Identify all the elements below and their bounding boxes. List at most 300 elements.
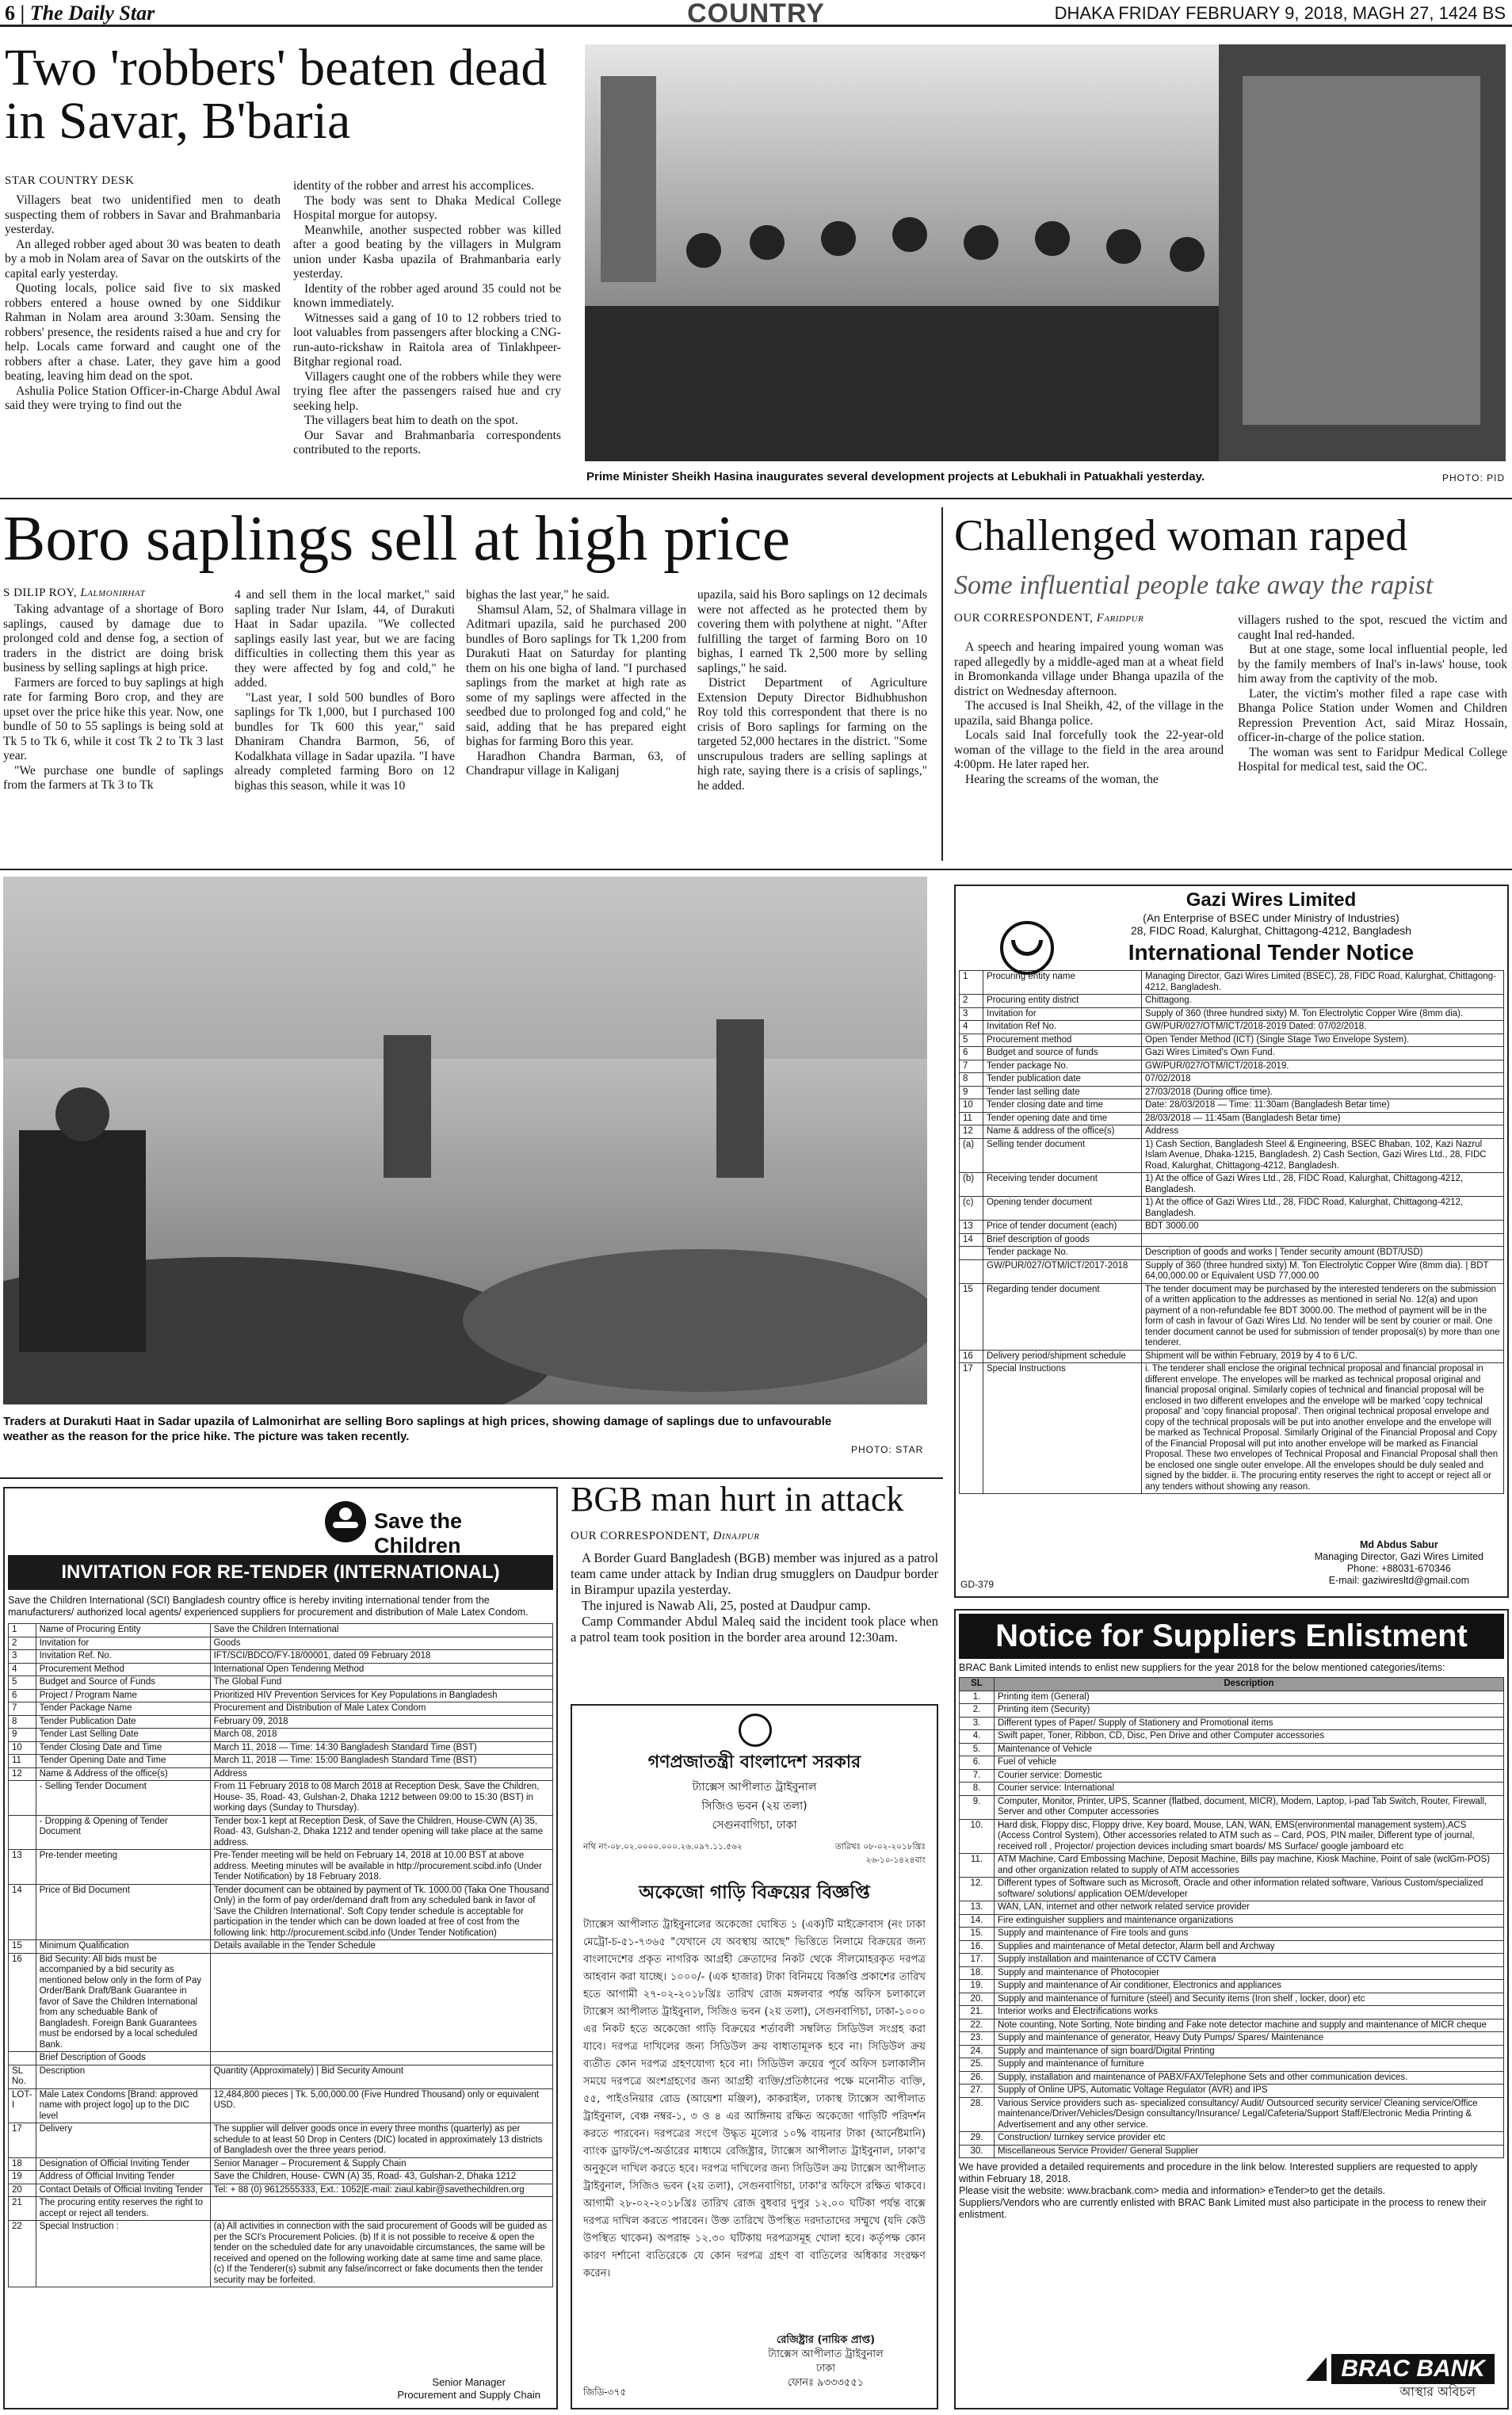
gazi-code: GD-379 bbox=[960, 1579, 995, 1590]
table-cell: Managing Director, Gazi Wires Limited (BSEC), 28, FIDC Road, Kalurghat, Chittagong-4212, Bangladesh. bbox=[1142, 971, 1504, 995]
story1-col2: identity of the robber and arrest his accomplices. The body was sent to Dhaka Medical College Hospital morgue for autopsy. Meanwhile, another suspected robber was killed after a good beating by the villagers in Mulgram union under Kasba upazila of Brahmanbaria early yesterday. Identity of the robber aged around 35 could not be known immediately. Witnesses said a gang of 10 to 12 robbers tried to loot valuables from passengers after blocking a CNG-run-auto-rickshaw in Raitola area of Tinlakhpeer-Bitghar regional road. Villagers caught one of the robbers while they were trying flee after the passengers raised hue and cry seeking help. The villagers beat him to death on the spot. Our Savar and Brahmanbaria correspondents contributed to the reports. bbox=[293, 179, 561, 457]
stc-tender-table bbox=[8, 1623, 553, 2287]
story4-byline: OUR CORRESPONDENT, Dinajpur bbox=[571, 1530, 760, 1542]
table-cell: 20 bbox=[9, 2184, 36, 2197]
table-row bbox=[960, 1221, 1504, 1234]
item-number: 23. bbox=[960, 2032, 995, 2046]
list-item bbox=[960, 1993, 1504, 2006]
item-description: Fuel of vehicle bbox=[995, 1756, 1504, 1770]
stc-intro: Save the Children International (SCI) Bangladesh country office is hereby inviting international tender from the manufacturers/ authorized local agents/ experienced suppliers for procurement and distribution of Male Latex Condom. bbox=[8, 1595, 529, 1618]
table-cell: 1 bbox=[9, 1624, 36, 1637]
table-row bbox=[9, 1676, 553, 1690]
table-cell: 6 bbox=[9, 1689, 36, 1702]
table-cell: Invitation Ref. No. bbox=[36, 1650, 210, 1664]
table-row bbox=[960, 971, 1504, 995]
table-cell: 16 bbox=[9, 1953, 36, 2052]
table-cell: 7 bbox=[960, 1060, 983, 1073]
table-cell: 4 bbox=[9, 1663, 36, 1676]
photo-top-credit: PHOTO: PID bbox=[1442, 472, 1506, 483]
table-cell: 3 bbox=[9, 1650, 36, 1664]
item-number: 13. bbox=[960, 1901, 995, 1915]
table-cell bbox=[960, 1247, 983, 1260]
list-item bbox=[960, 2132, 1504, 2146]
table-cell: GW/PUR/027/OTM/ICT/2018-2019. bbox=[1142, 1060, 1504, 1073]
table-row bbox=[960, 995, 1504, 1008]
list-item bbox=[960, 1940, 1504, 1954]
item-description: Courier service: International bbox=[995, 1783, 1504, 1796]
item-number: 18. bbox=[960, 1966, 995, 1980]
table-cell: 2 bbox=[9, 1637, 36, 1650]
table-cell: 6 bbox=[960, 1047, 983, 1060]
list-item bbox=[960, 1854, 1504, 1878]
item-description: Printing item (Security) bbox=[995, 1704, 1504, 1718]
item-number: 21. bbox=[960, 2006, 995, 2020]
table-cell: 9 bbox=[9, 1729, 36, 1742]
table-cell: i. The tenderer shall enclose the original technical proposal and financial proposal in different envelope. The envelopes will be marked as technical proposal original and financial proposal original. Similarly copies of technical and financial proposal will be enclosed in two different envelopes and the envelope will be marked 'copy technical proposal' and 'copy financial proposal'. Then original technical proposal envelope and copy of the technical proposals will be put into another envelope and the envelope will be marked as Technical Proposal. Similarly Original of the Financial Proposal and Copy of the Financial Proposal will put into another envelope will be marked as Financial Proposal. These two envelopes of Technical Proposal and Financial Proposal shall then be enclosed one single outer envelope. All the envelopes should be duly sealed and signed by the bidder. ii. The procuring entity reserves the right to accept or reject all or any tenders without showing any reason. bbox=[1142, 1363, 1504, 1494]
item-description: Courier service: Domestic bbox=[995, 1769, 1504, 1783]
photo-saplings-market bbox=[3, 877, 927, 1404]
table-row bbox=[960, 1047, 1504, 1060]
table-cell: 12 bbox=[960, 1125, 983, 1139]
table-cell: Description of goods and works | Tender security amount (BDT/USD) bbox=[1142, 1247, 1504, 1260]
table-row bbox=[9, 1940, 553, 1954]
table-cell bbox=[210, 1953, 552, 2052]
table-cell bbox=[960, 1259, 983, 1283]
table-row bbox=[9, 2157, 553, 2171]
stc-tender-ad bbox=[3, 1487, 558, 2409]
table-cell: Pre-Tender meeting will be held on February 14, 2018 at 10.00 BST at above address. Meeting minutes will be available in http://procurement.scibd.info (Under Tender Notification) by 18 February 2018. bbox=[210, 1850, 552, 1885]
table-cell: 1) At the office of Gazi Wires Ltd., 28, FIDC Road, Kalurghat, Chittagong-4212, Bangladesh. bbox=[1142, 1173, 1504, 1197]
table-cell: March 11, 2018 — Time: 14:30 Bangladesh Standard Time (BST) bbox=[210, 1741, 552, 1755]
table-cell: 16 bbox=[960, 1350, 983, 1363]
story2-headline: Boro saplings sell at high price bbox=[3, 504, 791, 574]
item-description: Supply and maintenance of furniture bbox=[995, 2058, 1504, 2072]
table-cell: (a) All activities in connection with the said procurement of Goods will be guided as per the SCI's Procurement Policies. (b) If it is not possible to receive & open the tender on the scheduled date for any unavoidable circumstances, the same will be received and opened on the following working date at same time and same place. (c) If the Tenderer(s) submit any false/incorrect or fake documents then the tender security may be forfeited. bbox=[210, 2221, 552, 2287]
story1-col1: Villagers beat two unidentified men to death suspecting them of robbers in Savar and Brahmanbaria yesterday. An alleged robber aged about 30 was beaten to death by a mob in Nolam area of Savar on the outskirts of the capital early yesterday. Quoting locals, police said five to six masked robbers entered a house owned by one Siddikur Rahman in Nolam area around 3:30am. Sensing the robbers' presence, the residents raised a hue and cry for help. Locals came forward and caught one of the robbers after a chase. Later, they gave him a good beating, leaving him dead on the spot. Ashulia Police Station Officer-in-Charge Abdul Awal said they were trying to find out the bbox=[5, 193, 281, 412]
table-row bbox=[960, 1247, 1504, 1260]
table-cell: Designation of Official Inviting Tender bbox=[36, 2157, 210, 2171]
brac-logo: BRAC BANK bbox=[1306, 2354, 1495, 2384]
govt-line-2: সিজিও ভবন (২য় তলা) bbox=[701, 1800, 808, 1813]
table-row bbox=[9, 2197, 553, 2221]
saplings-market-photo-image bbox=[3, 877, 927, 1404]
gazi-tender-ad bbox=[954, 885, 1509, 1598]
table-cell: 10 bbox=[960, 1099, 983, 1113]
govt-code: জিডি-৩৭৫ bbox=[583, 2386, 627, 2398]
table-cell: Budget and Source of Funds bbox=[36, 1676, 210, 1690]
gazi-company: Gazi Wires Limited bbox=[1186, 889, 1357, 911]
brac-footer: We have provided a detailed requirements and procedure in the link below. Interested suppliers are requested to apply within February 18, 2018. Please visit the website: www.bracbank.com> media and information> eTender>to get the details. Suppliers/Vendors who are currently enlisted with BRAC Bank Limited must also participate in the process to renew their enlistment. bbox=[959, 2161, 1487, 2220]
table-cell: Male Latex Condoms [Brand: approved name with project logo] up to the DIC level bbox=[36, 2088, 210, 2123]
story4-body: A Border Guard Bangladesh (BGB) member was injured as a patrol team came under attack by Indian drug smugglers on Daudpur border in Birampur upazila yesterday. The injured is Nawab Ali, 25, posted at Daudpur camp. Camp Commander Abdul Maleq said the incident took place when a patrol team took position in the border area around 12:30am. bbox=[571, 1550, 938, 1645]
table-row bbox=[960, 1099, 1504, 1113]
item-description: Supplies and maintenance of Metal detector, Alarm bell and Archway bbox=[995, 1940, 1504, 1954]
item-number: 24. bbox=[960, 2045, 995, 2058]
table-cell: Budget and source of funds bbox=[983, 1047, 1142, 1060]
table-row bbox=[9, 1884, 553, 1940]
table-cell: Contact Details of Official Inviting Tender bbox=[36, 2184, 210, 2197]
table-cell: 13 bbox=[960, 1221, 983, 1234]
table-cell: GW/PUR/027/OTM/ICT/2018-2019 Dated: 07/02/2018. bbox=[1142, 1021, 1504, 1034]
table-row bbox=[9, 2171, 553, 2184]
table-row bbox=[960, 1283, 1504, 1350]
paper-name: The Daily Star bbox=[29, 2, 155, 25]
table-cell: Procurement Method bbox=[36, 1663, 210, 1676]
table-cell: Tender Publication Date bbox=[36, 1715, 210, 1729]
gazi-subtitle-1: (An Enterprise of BSEC under Ministry of Industries) bbox=[1143, 911, 1399, 924]
table-row bbox=[9, 1715, 553, 1729]
table-cell: 19 bbox=[9, 2171, 36, 2184]
table-cell: 1 bbox=[960, 971, 983, 995]
table-cell: Shipment will be within February, 2019 by 4 to 6 L/C. bbox=[1142, 1350, 1504, 1363]
table-cell: International Open Tendering Method bbox=[210, 1663, 552, 1676]
table-cell: 15 bbox=[9, 1940, 36, 1954]
table-cell: 11 bbox=[9, 1755, 36, 1768]
list-item bbox=[960, 1980, 1504, 1993]
item-description: Miscellaneous Service Provider/ General Supplier bbox=[995, 2145, 1504, 2158]
table-row bbox=[960, 1173, 1504, 1197]
table-cell: (b) bbox=[960, 1173, 983, 1197]
list-item bbox=[960, 1928, 1504, 1941]
table-row bbox=[9, 1637, 553, 1650]
table-row bbox=[9, 2088, 553, 2123]
item-description: Maintenance of Vehicle bbox=[995, 1743, 1504, 1756]
table-row bbox=[960, 1060, 1504, 1073]
table-row bbox=[9, 1781, 553, 1816]
table-cell: Senior Manager – Procurement & Supply Chain bbox=[210, 2157, 552, 2171]
table-cell: Procurement method bbox=[983, 1034, 1142, 1047]
table-cell: Details available in the Tender Schedule bbox=[210, 1940, 552, 1954]
govt-line-3: সেগুনবাগিচা, ঢাকা bbox=[712, 1819, 797, 1832]
table-cell: Price of tender document (each) bbox=[983, 1221, 1142, 1234]
story2-col3: bighas the last year," he said. Shamsul Alam, 52, of Shalmara village in Aditmari upazila, said he purchased 200 bundles of Boro saplings for Tk 1,200 from Durakuti Haat on Saturday for planting them on his one bigha of land. "I purchased saplings from the market at high rate as some of my saplings were affected in the seedbed due to prolonged fog and cold," he said, adding that he has prepared eight bighas for farming Boro this year. Haradhon Chandra Barman, 63, of Chandrapur village in Kaliganj bbox=[466, 588, 686, 778]
story3-col1: A speech and hearing impaired young woman was raped allegedly by a middle-aged man at a wheat field in Bromonkanda village under Bhanga upazila of the district on Wednesday afternoon. The accused is Inal Sheikh, 42, of the village in the upazila, said Bhanga police. Locals said Inal forcefully took the 22-year-old woman of the village to the field in the area around 4:00pm. He later raped her. Hearing the screams of the woman, the bbox=[954, 640, 1224, 786]
item-description: Swift paper, Toner, Ribbon, CD, Disc, Pen Drive and other Computer accessories bbox=[995, 1730, 1504, 1744]
table-cell: SL No. bbox=[9, 2065, 36, 2088]
item-number: 12. bbox=[960, 1878, 995, 1901]
table-cell: February 09, 2018 bbox=[210, 1715, 552, 1729]
stc-logo-icon bbox=[325, 1501, 366, 1542]
item-number: 30. bbox=[960, 2145, 995, 2158]
table-cell: Tender Last Selling Date bbox=[36, 1729, 210, 1742]
table-cell: IFT/SCI/BDCO/FY-18/00001, dated 09 February 2018 bbox=[210, 1650, 552, 1664]
table-row bbox=[960, 1112, 1504, 1125]
item-description: Supply, installation and maintenance of PABX/FAX/Telephone Sets and other communication devices. bbox=[995, 2071, 1504, 2084]
photo-top-caption: Prime Minister Sheikh Hasina inaugurates several development projects at Lebukhali in Patuakhali yesterday. bbox=[586, 470, 1205, 483]
brac-title: Notice for Suppliers Enlistment bbox=[959, 1614, 1504, 1659]
item-number: 14. bbox=[960, 1914, 995, 1928]
gazi-signature: Md Abdus Sabur Managing Director, Gazi Wires Limited Phone: +88031-670346 E-mail: gaziwiresltd@gmail.com bbox=[1314, 1539, 1483, 1586]
item-description: Different types of Paper/ Supply of Stationery and Promotional items bbox=[995, 1717, 1504, 1730]
list-item bbox=[960, 2032, 1504, 2046]
item-number: 4. bbox=[960, 1730, 995, 1744]
table-cell: 21 bbox=[9, 2197, 36, 2221]
table-cell: Chittagong. bbox=[1142, 995, 1504, 1008]
list-item bbox=[960, 1783, 1504, 1796]
table-row bbox=[9, 1741, 553, 1755]
table-row bbox=[9, 1953, 553, 2052]
table-cell: Tender last selling date bbox=[983, 1086, 1142, 1099]
table-cell: Address bbox=[210, 1767, 552, 1781]
list-item bbox=[960, 1878, 1504, 1901]
table-cell: Delivery bbox=[36, 2123, 210, 2158]
list-item bbox=[960, 2084, 1504, 2098]
list-item bbox=[960, 2058, 1504, 2072]
table-row bbox=[9, 1815, 553, 1850]
story3-subhead: Some influential people take away the rapist bbox=[954, 571, 1434, 600]
item-description: Construction/ turnkey service provider etc bbox=[995, 2132, 1504, 2146]
item-number: 26. bbox=[960, 2071, 995, 2084]
item-number: 2. bbox=[960, 1704, 995, 1718]
list-item bbox=[960, 1691, 1504, 1704]
table-cell: - Selling Tender Document bbox=[36, 1781, 210, 1816]
table-cell: 14 bbox=[9, 1884, 36, 1940]
list-item bbox=[960, 2019, 1504, 2032]
table-cell: Description bbox=[36, 2065, 210, 2088]
list-item bbox=[960, 1730, 1504, 1744]
item-number: 29. bbox=[960, 2132, 995, 2146]
item-description: Supply and maintenance of Photocopier bbox=[995, 1966, 1504, 1980]
divider bbox=[0, 1477, 943, 1479]
story1-byline: STAR COUNTRY DESK bbox=[5, 174, 135, 187]
story2-col1: Taking advantage of a shortage of Boro saplings, caused by damage due to prolonged cold and dense fog, a section of traders in the district are doing brisk business by selling saplings at high price. Farmers are forced to buy saplings at high rate for farming Boro crop, and they are upset over the price hike this year. Now, one bundle of 50 to 55 saplings is being sold at Tk 5 to Tk 6, while it cost Tk 2 to Tk 3 last year. "We purchase one bundle of saplings from the farmers at Tk 3 to Tk bbox=[3, 602, 223, 792]
table-cell: 7 bbox=[9, 1702, 36, 1716]
table-cell: Tender closing date and time bbox=[983, 1099, 1142, 1113]
table-cell: 14 bbox=[960, 1233, 983, 1247]
item-number: 11. bbox=[960, 1854, 995, 1878]
table-cell bbox=[1142, 1233, 1504, 1247]
item-description: Supply and maintenance of sign board/Digital Printing bbox=[995, 2045, 1504, 2058]
item-description: Supply and maintenance of Fire tools and guns bbox=[995, 1928, 1504, 1941]
table-cell: Supply of 360 (three hundred sixty) M. Ton Electrolytic Copper Wire (8mm dia). bbox=[1142, 1007, 1504, 1021]
gazi-subtitle-2: 28, FIDC Road, Kalurghat, Chittagong-4212, Bangladesh bbox=[1130, 924, 1412, 937]
table-cell: Name & Address of the office(s) bbox=[36, 1767, 210, 1781]
list-item bbox=[960, 1704, 1504, 1718]
list-item bbox=[960, 2045, 1504, 2058]
table-cell: 9 bbox=[960, 1086, 983, 1099]
table-cell: Special Instructions bbox=[983, 1363, 1142, 1494]
govt-signature: রেজিষ্ট্রার (নায়িক প্রাপ্ত) ট্যাক্সেস আপীলাত ট্রাইবুনাল ঢাকা ফোনঃ ৯৩৩৩৫৫১ bbox=[768, 2334, 884, 2389]
table-cell: From 11 February 2018 to 08 March 2018 at Reception Desk, Save the Children, House- 35, Road- 43, Gulshan-2, Dhaka 1212 between 09:00 to 15:30 (BST) in working days (Sunday to Thursday). bbox=[210, 1781, 552, 1816]
list-item bbox=[960, 2071, 1504, 2084]
stc-title: INVITATION FOR RE-TENDER (INTERNATIONAL) bbox=[8, 1555, 553, 1590]
table-cell: Open Tender Method (ICT) (Single Stage Two Envelope System). bbox=[1142, 1034, 1504, 1047]
table-cell: 2 bbox=[960, 995, 983, 1008]
item-description: Supply and maintenance of Air conditioner, Electronics and appliances bbox=[995, 1980, 1504, 1993]
list-item bbox=[960, 2145, 1504, 2158]
item-number: 17. bbox=[960, 1954, 995, 1967]
table-cell: 3 bbox=[960, 1007, 983, 1021]
table-cell bbox=[210, 2197, 552, 2221]
table-cell: Name & address of the office(s) bbox=[983, 1125, 1142, 1139]
item-number: 5. bbox=[960, 1743, 995, 1756]
table-cell: (a) bbox=[960, 1138, 983, 1173]
story4-headline: BGB man hurt in attack bbox=[571, 1480, 904, 1519]
table-row bbox=[9, 2052, 553, 2065]
govt-ref: নথি নং-০৮.০২.০০০০.০০০.২৬.০৯৭.১১.৫৬২ তারিখঃ ০৮-০২-২০১৮খ্রিঃ ২৬-১০-১৪২৪বাং bbox=[583, 1842, 926, 1865]
table-cell: Project / Program Name bbox=[36, 1689, 210, 1702]
table-cell: 17 bbox=[960, 1363, 983, 1494]
table-cell: Brief Description of Goods bbox=[36, 2052, 210, 2065]
item-description: ATM Machine, Card Embossing Machine, Deposit Machine, Bills pay machine, Kiosk Machine, Point of sale (wclGm-POS) and other organization related to supply of ATM accessories bbox=[995, 1854, 1504, 1878]
list-item bbox=[960, 1819, 1504, 1854]
table-cell: 12,484,800 pieces | Tk. 5,00,000.00 (Five Hundred Thousand) only or equivalent USD. bbox=[210, 2088, 552, 2123]
table-cell: Date: 28/03/2018 — Time: 11:30am (Bangladesh Betar time) bbox=[1142, 1099, 1504, 1113]
table-cell: 10 bbox=[9, 1741, 36, 1755]
govt-emblem-icon bbox=[739, 1714, 772, 1747]
photo-mid-caption: Traders at Durakuti Haat in Sadar upazila of Lalmonirhat are selling Boro saplings at high prices, showing damage of saplings due to unfavourable weather as the reason for the price hike. The picture was taken recently. bbox=[3, 1415, 832, 1443]
table-cell: Regarding tender document bbox=[983, 1283, 1142, 1350]
table-cell: Invitation for bbox=[36, 1637, 210, 1650]
item-description: Supply of Online UPS, Automatic Voltage Regulator (AVR) and IPS bbox=[995, 2084, 1504, 2098]
table-cell: Pre-tender meeting bbox=[36, 1850, 210, 1885]
table-cell: Address of Official Inviting Tender bbox=[36, 2171, 210, 2184]
table-row bbox=[9, 1729, 553, 1742]
table-cell: Bid Security: All bids must be accompanied by a bid security as mentioned below only in the form of Pay Order/Bank Draft/Bank Guarantee in favor of Save the Children International from any scheduable Bank of Bangladesh. Foreign Bank Guarantees must be endorsed by a local scheduled Bank. bbox=[36, 1953, 210, 2052]
table-cell: 1) Cash Section, Bangladesh Steel & Engineering, BSEC Bhaban, 102, Kazi Nazrul Islam Avenue, Dhaka-1215, Bangladesh. 2) Cash Section, Gazi Wires Ltd., 28, FIDC Road, Kalurghat, Chittagong-4212, Bangladesh. bbox=[1142, 1138, 1504, 1173]
brac-tagline: আস্থার অবিচল bbox=[1399, 2384, 1476, 2399]
table-cell: LOT-I bbox=[9, 2088, 36, 2123]
table-cell: Save the Children, House- CWN (A) 35, Road- 43, Gulshan-2, Dhaka 1212 bbox=[210, 2171, 552, 2184]
table-row bbox=[960, 1197, 1504, 1221]
table-cell bbox=[9, 1781, 36, 1816]
masthead bbox=[0, 0, 1512, 27]
table-row bbox=[9, 1767, 553, 1781]
table-cell: Goods bbox=[210, 1637, 552, 1650]
table-cell: 22 bbox=[9, 2221, 36, 2287]
table-cell: Brief description of goods bbox=[983, 1233, 1142, 1247]
page-number: 6 bbox=[5, 2, 15, 25]
list-item bbox=[960, 1743, 1504, 1756]
divider bbox=[0, 498, 1512, 499]
page-folio: 6 | The Daily Star bbox=[5, 2, 155, 25]
item-number: 3. bbox=[960, 1717, 995, 1730]
item-description: Note counting, Note Sorting, Note binding and Fake note detector machine and supply and maintenance of MICR cheque bbox=[995, 2019, 1504, 2032]
table-row bbox=[960, 1138, 1504, 1173]
govt-notice-body: ট্যাক্সেস আপীলাত ট্রাইবুনালের অকেজো ঘোষিত ১ (এক)টি মাইক্রোবাস (নং ঢাকা মেট্রো-চ-৫১-৭৩৬৫ "যেখানে যে অবস্থায় আছে" ভিত্তিতে নিলামে বিক্রয়ের জন্য বাংলাদেশের প্রকৃত নাগরিক আগ্রহী ক্রেতাদের নিকট থেকে সীলমোহরকৃত দরপত্র আহবান করা যাচ্ছে। ১০০০/- (এক হাজার) টাকা বিনিময়ে বিজ্ঞপ্তি প্রকাশের তারিখ হতে আগামী ২৭-০২-২০১৮খ্রিঃ তারিখ রোজ মঙ্গলবার পর্যন্ত অফিস চলাকালে ট্যাক্সেস আপীলাত ট্রাইবুনাল, সিজিও ভবন (২য় তলা), সেগুনবাগিচা, ঢাকা-১০০০ এর নিকট হতে অকেজো গাড়ি বিক্রয়ের শর্তাবলী সম্বলিত সিডিউল সংগ্রহ করা যাবে। দরপত্র দাখিলের জন্য সিডিউল ক্রয় বাধ্যতামূলক হবে না। সিডিউল ক্রয় ব্যতীত কোন দরপত্র গ্রহণযোগ্য হবে না। সিডিউল ক্রয়ের পূর্বে অফিস চলাকালীন সময়ে দরপত্রে অংশগ্রহণের জন্য আগ্রহী ব্যক্তি/প্রতিষ্ঠানের পক্ষে মনোনীত ব্যক্তি, ৫৫, পাইওনিয়ার রোড (আয়েশা মঞ্জিল), কাকরাইল, ঢাকাস্থ ট্যাক্সেস আপীলাত ট্রাইবুনাল, বেঞ্চ নম্বর-১, ৩ ও ৪ এর আঙ্গিনায় রক্ষিত অকেজো গাড়িটি পরিদর্শন করতে পারবেন। দরপত্রের সংগে উদ্ধৃত মূল্যের ১০% বায়নার টাকা (আর্নেষ্টমানি) ব্যাংক ড্রাফট/পে-অর্ডারের মাধ্যমে রেজিষ্ট্রার, ট্যাক্সেস আপীলাত ট্রাইবুনাল, ঢাকা'র অনুকূলে দাখিল করতে হবে। দরপত্র দাখিলের জন্য সিডিউল ক্রয় ট্যাক্সেস আপীলাত ট্রাইবুনাল, সিজিও ভবন (২য় তলা), সেগুনবাগিচা, ঢাকা'র অফিসে রক্ষিত থাকবে। আগামী ২৮-০২-২০১৮খ্রিঃ তারিখ রোজ বুধবার দুপুর ১২.০০ ঘটিকা পর্যন্ত বাক্সে দরপত্র দাখিল করতে পারবেন। উক্ত তারিখে উপস্থিত দরদাতাদের সম্মুখে (যদি কেউ উপস্থিত থাকেন) অপরাহ্ন ১২.৩০ ঘটিকায় দরপত্রসমূহ খোলা হবে। কর্তৃপক্ষ কোন কারণ দর্শানো ব্যতিরেকে যে কোন দরপত্র গ্রহণ বা বাতিলের অধিকার সংরক্ষণ করেন। bbox=[583, 1919, 926, 2279]
table-cell: Receiving tender document bbox=[983, 1173, 1142, 1197]
table-row bbox=[960, 1007, 1504, 1021]
item-description: Different types of Software such as Microsoft, Oracle and other information related software, Various Custom/specialized software/ solutions/ application OEM/developer bbox=[995, 1878, 1504, 1901]
table-cell: March 11, 2018 — Time: 15:00 Bangladesh Standard Time (BST) bbox=[210, 1755, 552, 1768]
table-cell: 28/03/2018 — 11:45am (Bangladesh Betar time) bbox=[1142, 1112, 1504, 1125]
table-cell: Quantity (Approximately) | Bid Security Amount bbox=[210, 2065, 552, 2088]
table-row bbox=[9, 2184, 553, 2197]
table-cell: 5 bbox=[9, 1676, 36, 1690]
brac-col-sl: SL bbox=[960, 1678, 995, 1691]
divider bbox=[0, 869, 1512, 870]
list-item bbox=[960, 1966, 1504, 1980]
item-description: Hard disk, Floppy disc, Floppy drive, Key board, Mouse, LAN, WAN, EMS(environmental management system),ACS (Access Control System), Other accessories related to ATM such as – Card, POS, PIN mailer, Different type of journal, received roll , Projector/ projection devices including smart boards/ MS Surface/ google jamboard etc bbox=[995, 1819, 1504, 1854]
table-cell bbox=[210, 2052, 552, 2065]
brac-col-desc: Description bbox=[995, 1678, 1504, 1691]
table-cell: 4 bbox=[960, 1021, 983, 1034]
table-row bbox=[960, 1363, 1504, 1494]
table-cell: Tender package No. bbox=[983, 1247, 1142, 1260]
table-cell: Tender package No. bbox=[983, 1060, 1142, 1073]
table-row bbox=[960, 1034, 1504, 1047]
item-description: Interior works and Electrifications works bbox=[995, 2006, 1504, 2020]
story3-byline: OUR CORRESPONDENT, Faridpur bbox=[954, 612, 1144, 625]
table-cell: Procuring entity name bbox=[983, 971, 1142, 995]
brac-logo-icon bbox=[1306, 2357, 1327, 2381]
table-cell: 17 bbox=[9, 2123, 36, 2158]
table-cell: 12 bbox=[9, 1767, 36, 1781]
item-description: Fire extinguisher suppliers and maintenance organizations bbox=[995, 1914, 1504, 1928]
column-divider bbox=[941, 507, 943, 861]
brac-notice-ad bbox=[954, 1609, 1509, 2409]
list-item bbox=[960, 2097, 1504, 2132]
table-cell: Procurement and Distribution of Male Latex Condom bbox=[210, 1702, 552, 1716]
table-cell: Tender publication date bbox=[983, 1073, 1142, 1087]
table-cell: Opening tender document bbox=[983, 1197, 1142, 1221]
govt-title: গণপ্রজাতন্ত্রী বাংলাদেশ সরকার bbox=[647, 1752, 861, 1772]
table-cell: - Dropping & Opening of Tender Document bbox=[36, 1815, 210, 1850]
brac-items-table bbox=[959, 1677, 1504, 2158]
table-cell: 5 bbox=[960, 1034, 983, 1047]
table-cell: Invitation for bbox=[983, 1007, 1142, 1021]
item-description: Supply installation and maintenance of CCTV Camera bbox=[995, 1954, 1504, 1967]
item-number: 19. bbox=[960, 1980, 995, 1993]
stc-logo: Save the Children bbox=[8, 1492, 553, 1555]
photo-mid-credit: PHOTO: STAR bbox=[851, 1444, 924, 1455]
item-description: Supply and maintenance of furniture (steel) and Security items (Iron shelf , locker, door) etc bbox=[995, 1993, 1504, 2006]
table-row bbox=[960, 1073, 1504, 1087]
table-cell: Tender box-1 kept at Reception Desk, of Save the Children, House-CWN (A) 35, Road- 43, Gulshan-2, Dhaka 1212 and tender opening will take place at the same address. bbox=[210, 1815, 552, 1850]
list-item bbox=[960, 1901, 1504, 1915]
table-cell: Tender Opening Date and Time bbox=[36, 1755, 210, 1768]
story3-col2: villagers rushed to the spot, rescued the victim and caught Inal red-handed. But at one stage, some local influential people, led by the family members of Inal's in-laws' house, took him away from the captivity of the mob. Later, the victim's mother filed a rape case with Bhanga Police Station under Women and Children Repression Prevention Act, said Miraz Hossain, officer-in-charge of the police station. The woman was sent to Faridpur Medical College Hospital for medical test, said the OC. bbox=[1238, 613, 1507, 774]
table-cell: 27/03/2018 (During office time). bbox=[1142, 1086, 1504, 1099]
list-item bbox=[960, 2006, 1504, 2020]
govt-line-1: ট্যাক্সেস আপীলাত ট্রাইবুনাল bbox=[692, 1781, 817, 1794]
table-cell: GW/PUR/027/OTM/ICT/2017-2018 bbox=[983, 1259, 1142, 1283]
table-cell: The procuring entity reserves the right to accept or reject all tenders. bbox=[36, 2197, 210, 2221]
item-number: 8. bbox=[960, 1783, 995, 1796]
item-number: 1. bbox=[960, 1691, 995, 1704]
table-cell: 8 bbox=[9, 1715, 36, 1729]
table-cell: Tender Closing Date and Time bbox=[36, 1741, 210, 1755]
table-cell: Prioritized HIV Prevention Services for Key Populations in Bangladesh bbox=[210, 1689, 552, 1702]
item-number: 7. bbox=[960, 1769, 995, 1783]
table-cell: 1) At the office of Gazi Wires Ltd., 28, FIDC Road, Kalurghat, Chittagong-4212, Bangladesh. bbox=[1142, 1197, 1504, 1221]
table-cell: 15 bbox=[960, 1283, 983, 1350]
table-row bbox=[960, 1233, 1504, 1247]
table-cell: 13 bbox=[9, 1850, 36, 1885]
story2-col2: 4 and sell them in the local market," said sapling trader Nur Islam, 44, of Durakuti Haat in Sadar upazila. "We collected saplings easily last year, but we are facing difficulties in collecting them this year as they were affected by fog and cold," he added. "Last year, I sold 500 bundles of Boro saplings for Tk 1,000, but I purchased 100 bundles for Tk 600 this year," said Dhaniram Chandra Barmon, 56, of Kodalkhata village in Sadar upazila. "I have already completed farming Boro on 12 bighas this season, while it was 10 bbox=[235, 588, 455, 793]
govt-notice-title: অকেজো গাড়ি বিক্রয়ের বিজ্ঞপ্তি bbox=[639, 1882, 870, 1903]
dateline: DHAKA FRIDAY FEBRUARY 9, 2018, MAGH 27, 1424 BS bbox=[1054, 3, 1506, 23]
list-item bbox=[960, 1795, 1504, 1819]
table-row bbox=[9, 2123, 553, 2158]
table-row bbox=[960, 1086, 1504, 1099]
item-number: 25. bbox=[960, 2058, 995, 2072]
table-cell: BDT 3000.00 bbox=[1142, 1221, 1504, 1234]
table-cell: (c) bbox=[960, 1197, 983, 1221]
table-row bbox=[9, 1689, 553, 1702]
table-cell: Tender Package Name bbox=[36, 1702, 210, 1716]
inauguration-photo-image bbox=[585, 44, 1506, 461]
table-cell: Delivery period/shipment schedule bbox=[983, 1350, 1142, 1363]
list-item bbox=[960, 1914, 1504, 1928]
table-cell: 11 bbox=[960, 1112, 983, 1125]
table-row bbox=[9, 1755, 553, 1768]
gazi-logo-icon bbox=[1000, 921, 1054, 975]
list-item bbox=[960, 1756, 1504, 1770]
table-cell: Tender document can be obtained by payment of Tk. 1000.00 (Taka One Thousand Only) in the form of pay order/demand draft from any scheduled bank in favor of 'Save the Children International'. Soft Copy tender schedule is acceptable for participation in the tender which can be down loaded at free of cost from the following link: http://procurement.scibd.info (Under Tender Notification) bbox=[210, 1884, 552, 1940]
table-cell: Gazi Wires Limited's Own Fund. bbox=[1142, 1047, 1504, 1060]
table-cell: Procuring entity district bbox=[983, 995, 1142, 1008]
